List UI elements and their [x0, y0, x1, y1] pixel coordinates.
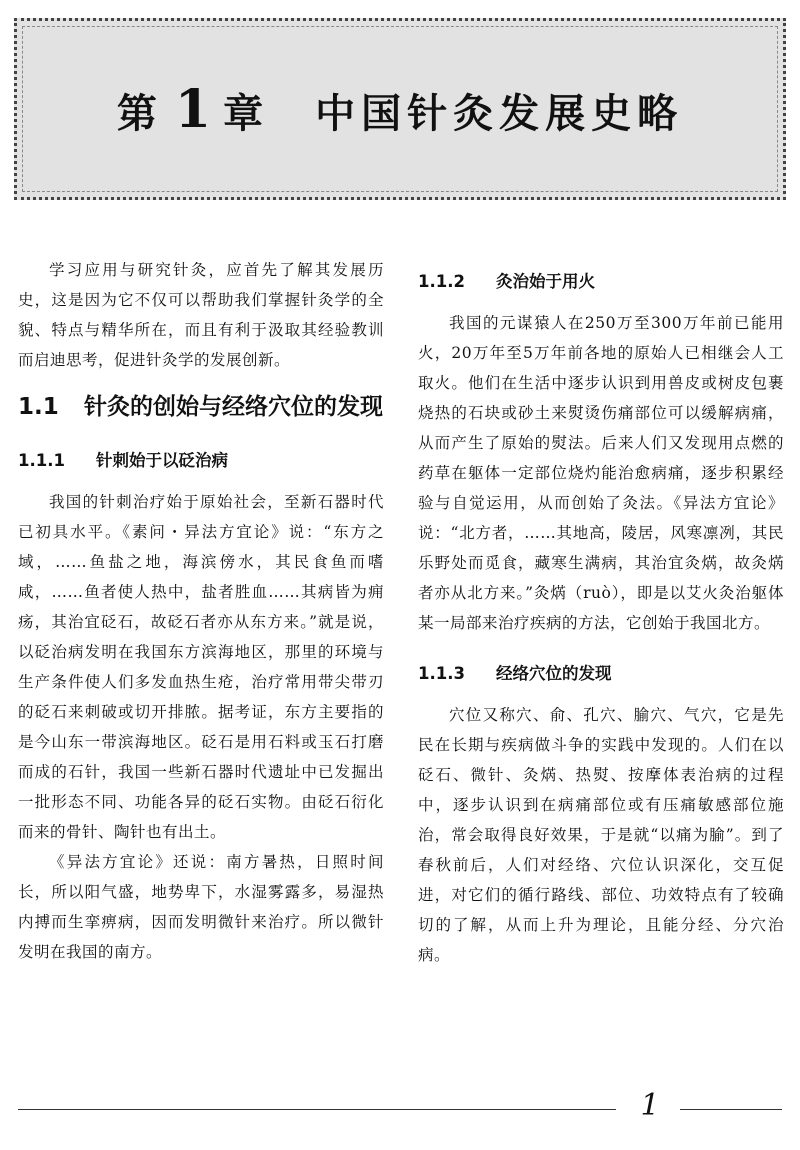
body-paragraph: 我国的元谋猿人在250万至300万年前已能用火，20万年至5万年前各地的原始人已相继会人工取火。他们在生活中逐步认识到用兽皮或树皮包裹烧热的石块或砂土来熨烫伤痛部位可以缓解病痛，从而产生了原始的熨法。后来人们又发现用点燃的药草在躯体一定部位烧灼能治愈病痛，逐步积累经验与自觉运用，从而创始了灸法。《异法方宜论》说：“北方者，……其地高，陵居，风寒凛冽，其民乐野处而觅食，藏寒生满病，其治宜灸焫，故灸焫者亦从北方来。”灸焫（ruò），即是以艾火灸治躯体某一局部来治疗疾病的方法，它创始于我国北方。 — [418, 314, 784, 632]
subsection-title: 灸治始于用火 — [496, 272, 595, 291]
section-heading-1-1 — [18, 389, 384, 425]
chapter-title-banner — [14, 18, 786, 200]
subsection-number: 1.1.3 — [418, 664, 465, 683]
subsection-number: 1.1.2 — [418, 272, 465, 291]
body-paragraph: 《异法方宜论》还说：南方暑热，日照时间长，所以阳气盛，地势卑下，水湿雾露多，易湿热内搏而生挛痹病，因而发明微针来治疗。所以微针发明在我国的南方。 — [18, 853, 384, 961]
right-column — [418, 268, 784, 970]
chapter-title — [17, 79, 783, 140]
footer-rule-right — [680, 1109, 782, 1110]
body-paragraph: 我国的针刺治疗始于原始社会，至新石器时代已初具水平。《素问・异法方宜论》说：“东方之域，……鱼盐之地，海滨傍水，其民食鱼而嗜咸，……鱼者使人热中，盐者胜血……其病皆为痈疡，其治宜砭石，故砭石者亦从东方来。”就是说，以砭治病发明在我国东方滨海地区，那里的环境与生产条件使人们多发血热生疮，治疗常用带尖带刃的砭石来刺破或切开排脓。据考证，东方主要指的是今山东一带滨海地区。砭石是用石料或玉石打磨而成的石针，我国一些新石器时代遗址中已发掘出一批形态不同、功能各异的砭石实物。由砭石衍化而来的骨针、陶针也有出土。 — [18, 493, 384, 841]
subsection-title: 针刺始于以砭治病 — [96, 451, 228, 470]
chapter-suffix: 章 — [223, 91, 270, 137]
left-column — [18, 255, 384, 967]
subsection-title: 经络穴位的发现 — [496, 664, 612, 683]
chapter-number: 1 — [174, 79, 212, 140]
page-number: 1 — [640, 1088, 660, 1123]
chapter-name: 中国针灸发展史略 — [315, 91, 684, 137]
footer-rule-left — [18, 1109, 616, 1110]
subsection-heading-1-1-3 — [418, 660, 784, 688]
subsection-number: 1.1.1 — [18, 451, 65, 470]
section-title: 针灸的创始与经络穴位的发现 — [84, 394, 383, 420]
subsection-heading-1-1-1 — [18, 447, 384, 475]
subsection-heading-1-1-2 — [418, 268, 784, 296]
section-number: 1.1 — [18, 394, 59, 420]
chapter-prefix: 第 — [116, 91, 163, 137]
intro-paragraph: 学习应用与研究针灸，应首先了解其发展历史，这是因为它不仅可以帮助我们掌握针灸学的全貌、特点与精华所在，而且有利于汲取其经验教训而启迪思考，促进针灸学的发展创新。 — [18, 261, 384, 369]
body-paragraph: 穴位又称穴、俞、孔穴、腧穴、气穴，它是先民在长期与疾病做斗争的实践中发现的。人们在以砭石、微针、灸焫、热熨、按摩体表治病的过程中，逐步认识到在病痛部位或有压痛敏感部位施治，常会取得良好效果，于是就“以痛为腧”。到了春秋前后，人们对经络、穴位认识深化，交互促进，对它们的循行路线、部位、功效特点有了较确切的了解，从而上升为理论，且能分经、分穴治病。 — [418, 706, 784, 964]
